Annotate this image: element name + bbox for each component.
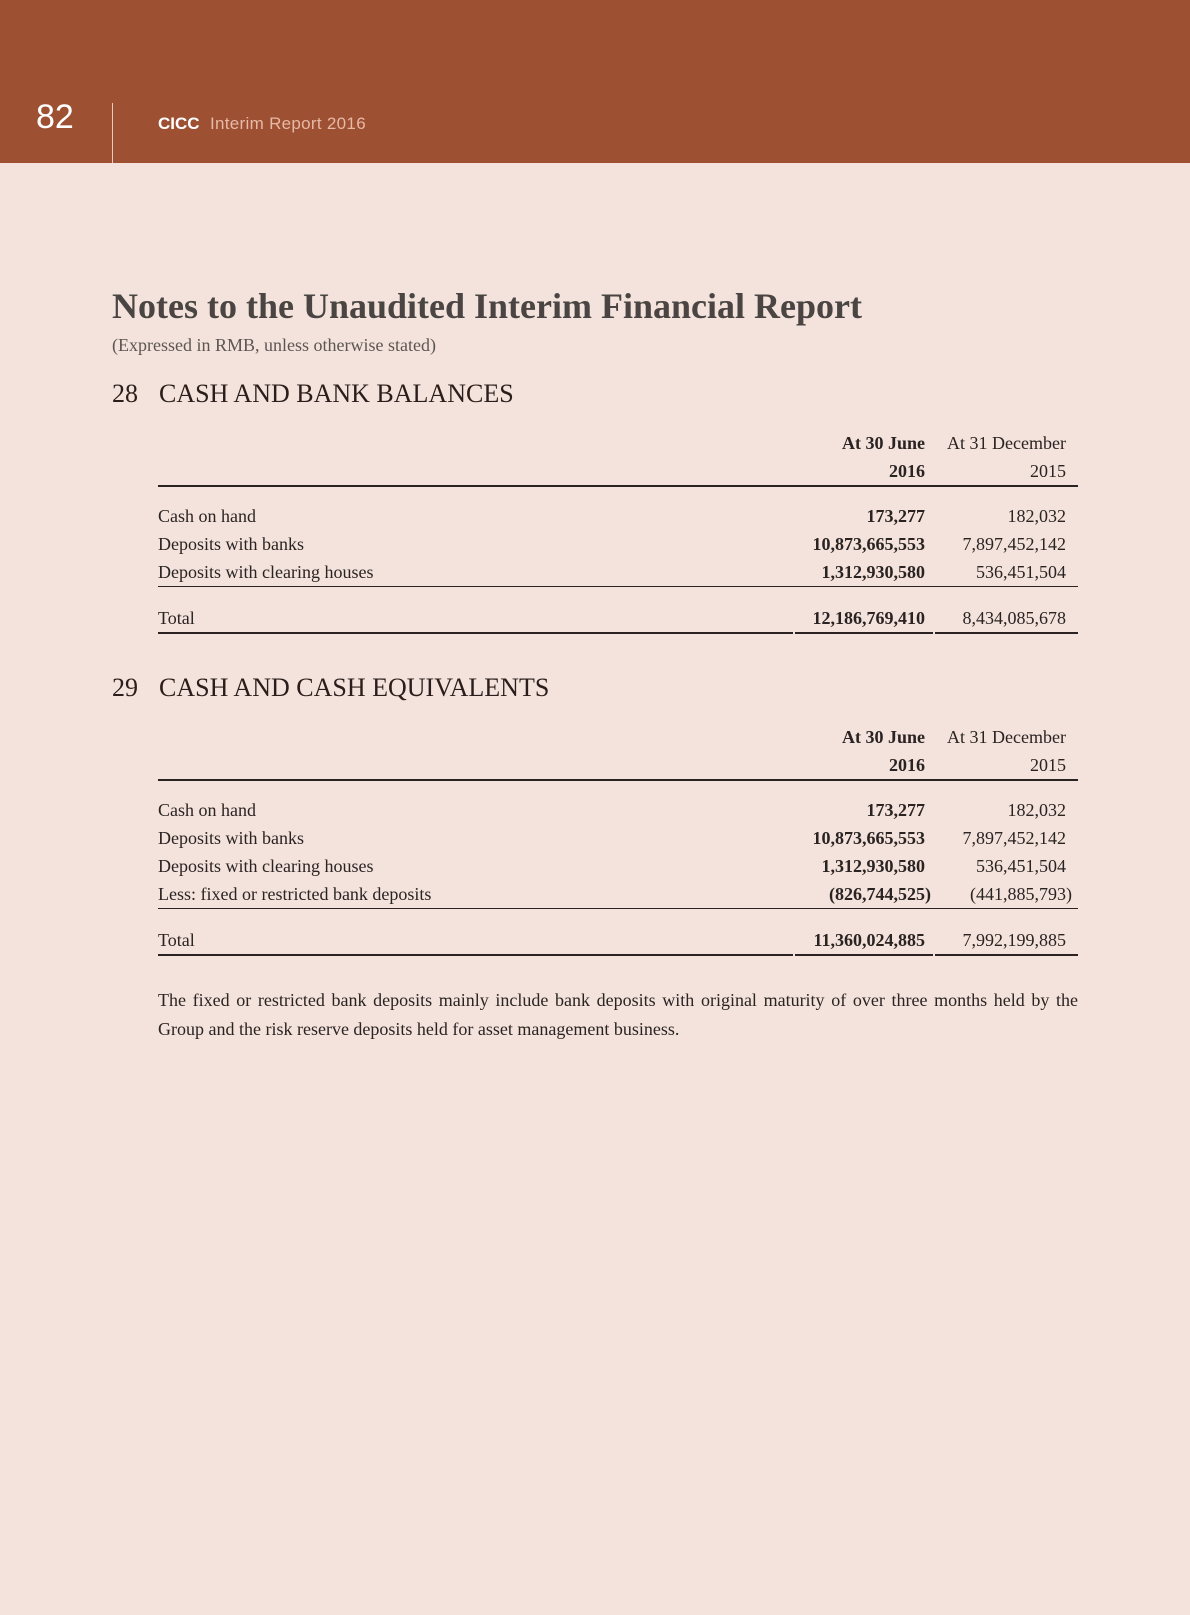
row-prior-value: 182,032 [1007,506,1066,526]
row-current-value: 10,873,665,553 [812,534,925,554]
current-year-header: 2016 [889,461,925,481]
footnote-paragraph: The fixed or restricted bank deposits mainly include bank deposits with original maturity of over three months held by the Group and the risk reserve deposits held for asset management business. [158,990,1078,1039]
page-subtitle: (Expressed in RMB, unless otherwise stated) [112,335,436,355]
total-prior-value: 7,992,199,885 [962,930,1066,950]
row-label: Cash on hand [158,506,256,526]
row-label: Deposits with clearing houses [158,562,374,582]
row-current-value: 1,312,930,580 [821,856,925,876]
row-current-value: 10,873,665,553 [812,828,925,848]
row-label: Less: fixed or restricted bank deposits [158,884,432,904]
total-label: Total [158,608,195,628]
table-row [158,558,1078,586]
table-row [158,502,1078,530]
page-number: 82 [36,98,74,136]
total-prior-value: 8,434,085,678 [962,608,1066,628]
row-prior-value: 536,451,504 [976,562,1066,582]
row-current-value: (826,744,525) [829,884,931,904]
row-label: Cash on hand [158,800,256,820]
row-prior-value: (441,885,793) [970,884,1072,904]
prior-year-header: 2015 [1030,755,1066,775]
table-row [158,530,1078,558]
prior-period-header: At 31 December [947,727,1066,747]
row-prior-value: 7,897,452,142 [962,534,1066,554]
row-prior-value: 182,032 [1007,800,1066,820]
table-row [158,796,1078,824]
section-number: 29 [112,673,138,702]
row-current-value: 173,277 [866,800,925,820]
section-title: CASH AND CASH EQUIVALENTS [159,673,550,702]
section-title: CASH AND BANK BALANCES [159,379,514,408]
page-header-band [0,0,1190,163]
row-label: Deposits with banks [158,828,304,848]
prior-year-header: 2015 [1030,461,1066,481]
row-label: Deposits with clearing houses [158,856,374,876]
row-label: Deposits with banks [158,534,304,554]
total-current-value: 11,360,024,885 [813,930,925,950]
table-header-row [158,429,1078,457]
table-header-row [158,751,1078,779]
section-heading-29 [112,672,549,704]
section-number: 28 [112,379,138,408]
current-period-header: At 30 June [841,433,925,453]
total-row [158,604,1078,632]
table-row [158,880,1078,908]
total-current-value: 12,186,769,410 [812,608,925,628]
current-period-header: At 30 June [841,727,925,747]
row-prior-value: 536,451,504 [976,856,1066,876]
header-divider [112,103,113,163]
current-year-header: 2016 [889,755,925,775]
total-label: Total [158,930,195,950]
cash-equivalents-table [158,723,1078,956]
row-current-value: 1,312,930,580 [821,562,925,582]
page-title: Notes to the Unaudited Interim Financial Report [112,286,862,326]
report-name: Interim Report 2016 [210,114,366,133]
table-header-row [158,457,1078,485]
section-heading-28 [112,378,514,410]
row-prior-value: 7,897,452,142 [962,828,1066,848]
total-rule [158,954,1078,956]
cash-bank-balances-table [158,429,1078,634]
table-row [158,824,1078,852]
row-current-value: 173,277 [866,506,925,526]
report-brand: CICC [158,114,200,133]
total-rule [158,632,1078,634]
total-row [158,926,1078,954]
table-header-row [158,723,1078,751]
table-row [158,852,1078,880]
prior-period-header: At 31 December [947,433,1066,453]
